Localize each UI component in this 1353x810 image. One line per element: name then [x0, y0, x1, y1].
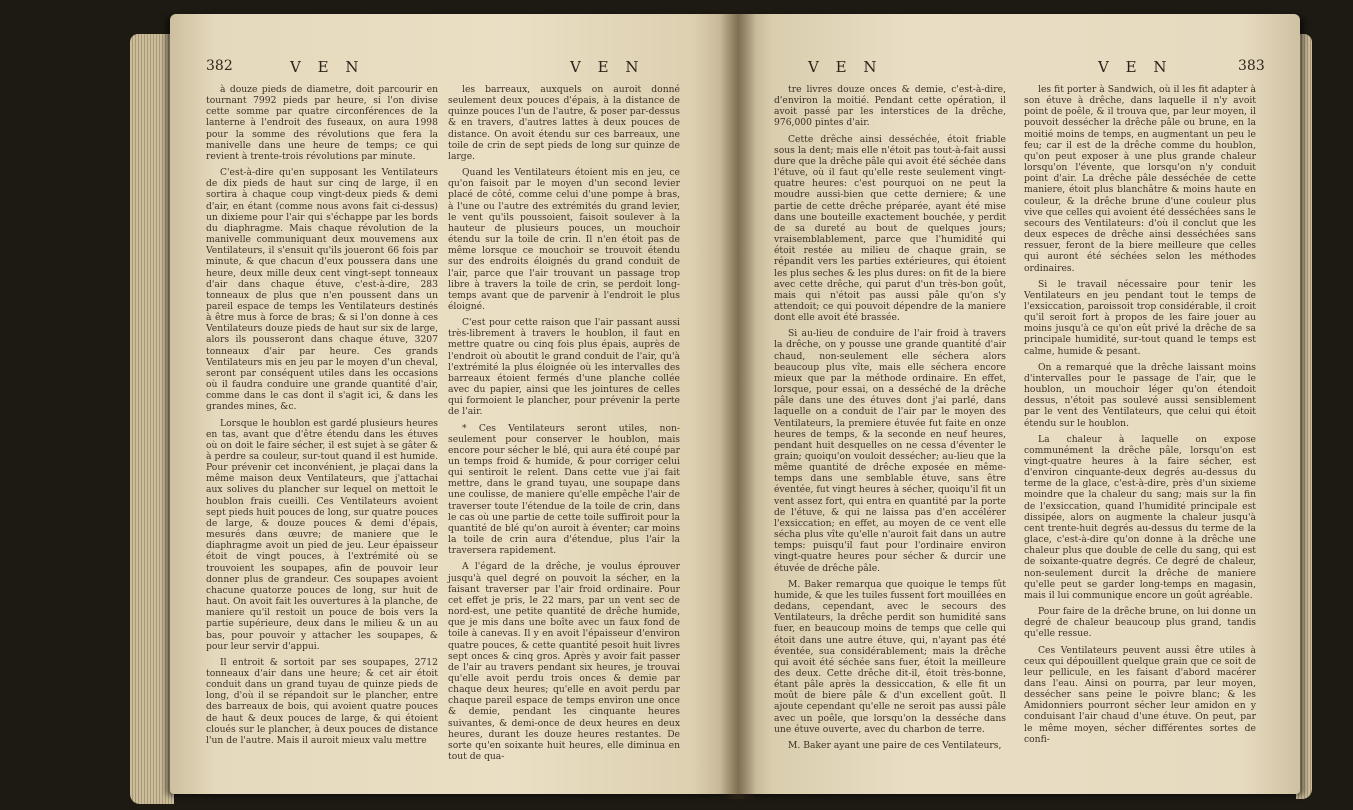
- book-gutter: [720, 14, 756, 799]
- right-running-head-2: V E N: [1098, 58, 1173, 76]
- paragraph: Si le travail nécessaire pour tenir les Ventilateurs en jeu pendant tout le temps de l'exsiccation, paroissoit trop considérable, il croit qu'il seroit fort à propos de les faire jouer au moins jusqu'à ce qu'on eût privé la drêche de sa principale humidité, sur-tout quand le temps est calme, humide & pesant.: [1024, 278, 1256, 357]
- paragraph: La chaleur à laquelle on expose communément la drêche pâle, lorsqu'on est vingt-quatre heures à la faire sécher, est d'environ cinquante-deux degrés au-dessus du terme de la glace, c'est-à-dire, près d'un sixieme moindre que la chaleur du sang; mais sur la fin de l'exsiccation, quand l'humidité principale est dissipée, alors on augmente la chaleur jusqu'à cent trente-huit degrés au-dessus du terme de la glace, c'est-à-dire qu'on donne à la drêche une chaleur plus que double de celle du sang, qui est de soixante-quatre degrés. Ce degré de chaleur, non-seulement durcit la drêche de maniere qu'elle peut se garder long-temps en magasin, mais il lui communique encore un goût agréable.: [1024, 433, 1256, 601]
- right-running-head: V E N: [808, 58, 883, 76]
- left-running-head: V E N: [290, 58, 365, 76]
- left-column-2: [448, 84, 680, 767]
- left-running-head-2: V E N: [570, 58, 645, 76]
- paragraph: Lorsque le houblon est gardé plusieurs heures en tas, avant que d'être étendu dans les étuves où on doit le faire sécher, il est sujet à se gâter & à perdre sa couleur, sur-tout quand il est humide. Pour prévenir cet inconvénient, je plaçai dans la même maison deux Ventilateurs, que j'attachai aux solives du plancher sur lequel on mettoit le houblon frais cueilli. Ces Ventilateurs avoient sept pieds huit pouces de long, sur quatre pouces de large, & douze pouces & demi d'épais, mesurés dans œuvre; de maniere que le diaphragme avoit un pied de jeu. Leur épaisseur étoit de vingt pouces, à l'extrémité où se trouvoient les soupapes, afin de pouvoir leur donner plus de grandeur. Ces soupapes avoient chacune quatorze pouces de long, sur huit de haut. On avoit fait les ouvertures à la planche, de maniere qu'il restoit un pouce de bois vers la partie supérieure, deux dans le milieu & un au bas, pour pouvoir y attacher les soupapes, & pour leur servir d'appui.: [206, 417, 438, 652]
- left-page-number: 382: [206, 58, 233, 74]
- paragraph: C'est-à-dire qu'en supposant les Ventilateurs de dix pieds de haut sur cinq de large, il en sortira à chaque coup vingt-deux pieds & demi d'air, en étant (comme nous avons fait ci-dessus) un dixieme pour l'air qui s'échappe par les bords du diaphragme. Mais chaque révolution de la manivelle communiquant deux mouvemens aux Ventilateurs, il s'ensuit qu'ils joueront 66 fois par minute, & que chacun d'eux poussera dans une heure, deux mille deux cent vingt-sept tonneaux d'air dans chaque étuve, c'est-à-dire, 283 tonneaux de plus que n'en poussent dans un pareil espace de temps les Ventilateurs destinés à être mus à force de bras; & si l'on donne à ces Ventilateurs douze pieds de haut sur six de large, alors ils pousseront dans chaque étuve, 3207 tonneaux d'air par heure. Ces grands Ventilateurs mis en jeu par le moyen d'un cheval, seront par conséquent utiles dans les occasions où il faudra conduire une grande quantité d'air, comme dans le cas dont il s'agit ici, & dans les grandes mines, &c.: [206, 167, 438, 413]
- right-column-1: [774, 84, 1006, 756]
- paragraph: Pour faire de la drêche brune, on lui donne un degré de chaleur beaucoup plus grand, tandis qu'elle ressue.: [1024, 606, 1256, 640]
- left-page-edges: [130, 34, 174, 804]
- paragraph: Quand les Ventilateurs étoient mis en jeu, ce qu'on faisoit par le moyen d'un second levier placé de côté, comme celui d'une pompe à bras, à l'une ou l'autre des extrémités du grand levier, le vent qu'ils poussoient, faisoit soulever à la hauteur de plusieurs pouces, un mouchoir étendu sur la toile de crin. Il n'en étoit pas de même lorsque ce mouchoir se trouvoit étendu sur des endroits éloignés du grand conduit de l'air, parce que l'air trouvant un passage trop libre à travers la toile de crin, se perdoit long-temps avant que de parvenir à l'endroit le plus éloigné.: [448, 167, 680, 312]
- paragraph: On a remarqué que la drêche laissant moins d'intervalles pour le passage de l'air, que le houblon, un mouchoir léger qu'on étendoit dessus, n'étoit pas soulevé aussi sensiblement par le vent des Ventilateurs, que celui qui étoit étendu sur le houblon.: [1024, 361, 1256, 429]
- right-page-number: 383: [1238, 58, 1265, 74]
- paragraph: les barreaux, auxquels on auroit donné seulement deux pouces d'épais, à la distance de quinze pouces l'un de l'autre, & poser par-dessus & en travers, d'autres lattes à deux pouces de distance. On avoit étendu sur ces barreaux, une toile de crin de sept pieds de long sur quinze de large.: [448, 84, 680, 162]
- paragraph: les fit porter à Sandwich, où il les fit adapter à son étuve à drêche, dans laquelle il n'y avoit point de poêle, & il trouva que, par leur moyen, il pouvoit dessécher la drêche pâle ou brune, en la moitié moins de temps, en augmentant un peu le feu; car il est de la drêche comme du houblon, qu'on peut exposer à une plus grande chaleur lorsqu'on l'évente, que lorsqu'on n'y conduit point d'air. La drêche pâle desséchée de cette maniere, étoit plus blanchâtre & moins haute en couleur, & la drêche brune d'une couleur plus vive que celles qui avoient été desséchées sans le secours des Ventilateurs: d'où il conclut que les deux especes de drêche ainsi desséchées sans ressuer, feront de la biere meilleure que celles qui auront été séchées selon les méthodes ordinaires.: [1024, 84, 1256, 274]
- left-column-1: [206, 84, 438, 751]
- paragraph: M. Baker remarqua que quoique le temps fût humide, & que les tuiles fussent fort mouillées en dedans, cependant, avec le secours des Ventilateurs, la drêche perdit son humidité sans fuer, en beaucoup moins de temps que celle qui étoit dans une autre étuve, qui, n'ayant pas été éventée, sua considérablement; mais la drêche qui avoit été séchée sans fuer, étoit la meilleure des deux. Cette drêche dit-il, étoit très-bonne, étant pâle après la dessiccation, & elle fit un moût de biere pâle & d'un excellent goût. Il ajoute cependant qu'elle ne seroit pas aussi pâle avec un poêle, que lorsqu'on la desséche dans une étuve ouverte, avec du charbon de terre.: [774, 578, 1006, 735]
- left-page: [170, 14, 738, 794]
- right-column-2: [1024, 84, 1256, 750]
- paragraph: M. Baker ayant une paire de ces Ventilateurs,: [788, 739, 1002, 751]
- paragraph: Cette drêche ainsi desséchée, étoit friable sous la dent; mais elle n'étoit pas tout-à-fait aussi dure que la drêche pâle qui avoit été séchée dans l'étuve, où il faut qu'elle reste seulement vingt-quatre heures: c'est pourquoi on ne peut la moudre aussi-bien que cette derniere; & une partie de cette drêche préparée, ayant été mise dans une bouteille exactement bouchée, y perdit de sa dureté au bout de quelques jours; vraisemblablement, parce que l'humidité qui étoit restée au milieu de chaque grain, se répandit vers les parties extérieures, qui étoient les plus seches & les plus dures: on fit de la biere avec cette drêche, qui parut d'un très-bon goût, mais qui n'étoit pas aussi pâle qu'on s'y attendoit; ce qui pouvoit dépendre de la maniere dont elle avoit été brassée.: [774, 133, 1006, 324]
- paragraph: * Ces Ventilateurs seront utiles, non-seulement pour conserver le houblon, mais encore pour sécher le blé, qui aura été coupé par un temps froid & humide, & pour corriger celui qui sentiroit le relent. Dans cette vue j'ai fait mettre, dans le grand tuyau, une soupape dans une coulisse, de maniere qu'elle empêche l'air de traverser toute l'étendue de la toile de crin, dans le cas où une partie de cette toile suffiroit pour la quantité de blé qu'on auroit à éventer; car moins la toile de crin aura d'étendue, plus l'air la traversera rapidement.: [448, 422, 680, 557]
- right-page: [738, 14, 1300, 794]
- paragraph: à douze pieds de diametre, doit parcourir en tournant 7992 pieds par heure, si l'on divise cette somme par quatre circonférences de la lanterne à l'endroit des fuseaux, on aura 1998 pour la somme des révolutions que fera la manivelle dans une heure de temps; ce qui revient à trente-trois révolutions par minute.: [206, 84, 438, 162]
- paragraph: A l'égard de la drêche, je voulus éprouver jusqu'à quel degré on pouvoit la sécher, en la faisant traverser par l'air froid ordinaire. Pour cet effet je pris, le 22 mars, par un vent sec de nord-est, une petite quantité de drêche humide, que je mis dans une boîte avec un faux fond de toile à canevas. Il y en avoit l'épaisseur d'environ quatre pouces, & cette quantité pesoit huit livres sept onces & cinq gros. Après y avoir fait passer de l'air au travers pendant six heures, je trouvai qu'elle avoit perdu trois onces & demie par chaque deux heures; qu'elle en avoit perdu par chaque pareil espace de temps environ une once & demie, pendant les cinquante heures suivantes, & demi-once de deux heures en deux heures, durant les douze heures restantes. De sorte qu'en soixante huit heures, elle diminua en tout de qua-: [448, 561, 680, 763]
- paragraph: C'est pour cette raison que l'air passant aussi très-librement à travers le houblon, il faut en mettre quatre ou cinq fois plus épais, auprès de l'endroit où aboutit le grand conduit de l'air, qu'à l'extrémité la plus éloignée où les intervalles des barreaux étoient fermés d'une planche collée avec du papier, ainsi que les jointures de celles qui formoient le plancher, pour prévenir la perte de l'air.: [448, 317, 680, 418]
- paragraph: Si au-lieu de conduire de l'air froid à travers la drêche, on y pousse une grande quantité d'air chaud, non-seulement elle séchera alors beaucoup plus vîte, mais elle séchera encore mieux que par la méthode ordinaire. En effet, lorsque, pour essai, on a desséché de la drêche pâle dans une des étuves dont j'ai parlé, dans laquelle on a conduit de l'air par le moyen des Ventilateurs, la premiere étuvée fut faite en onze heures de temps, & la seconde en neuf heures, pendant huit desquelles on ne cessa d'éventer le grain; quoiqu'on vouloit dessécher; au-lieu que la même quantité de drêche exposée en même-temps dans une semblable étuve, sans être éventée, fut vingt heures à sécher, quoiqu'il fit un vent assez fort, qui entra en quantité par la porte de l'étuve, & qui ne laissa pas d'en accélérer l'exsiccation; en effet, au moyen de ce vent elle sécha plus vîte qu'elle n'auroit fait dans un autre temps: puisqu'il faut pour l'ordinaire environ vingt-quatre heures pour sécher & durcir une étuvée de drêche pâle.: [774, 328, 1006, 574]
- paragraph: tre livres douze onces & demie, c'est-à-dire, d'environ la moitié. Pendant cette opération, il avoit passé par les interstices de la drêche, 976,000 pintes d'air.: [774, 84, 1006, 129]
- paragraph: Ces Ventilateurs peuvent aussi être utiles à ceux qui dépouillent quelque grain que ce soit de leur pellicule, en les faisant d'abord macérer dans l'eau. Ainsi on pourra, par leur moyen, dessécher sans peine le poivre blanc; & les Amidonniers pourront sécher leur amidon en y conduisant l'air chaud d'une étuve. On peut, par le même moyen, sécher différentes sortes de confi-: [1024, 644, 1256, 745]
- open-book: [70, 14, 1310, 804]
- paragraph: Il entroit & sortoit par ses soupapes, 2712 tonneaux d'air dans une heure; & cet air étoit conduit dans un grand tuyau de quinze pieds de long, d'où il se répandoit sur le plancher, entre des barreaux de bois, qui avoient quatre pouces de haut & deux pouces de large, & qui étoient cloués sur le plancher, à deux pouces de distance l'un de l'autre. Mais il auroit mieux valu mettre: [206, 656, 438, 746]
